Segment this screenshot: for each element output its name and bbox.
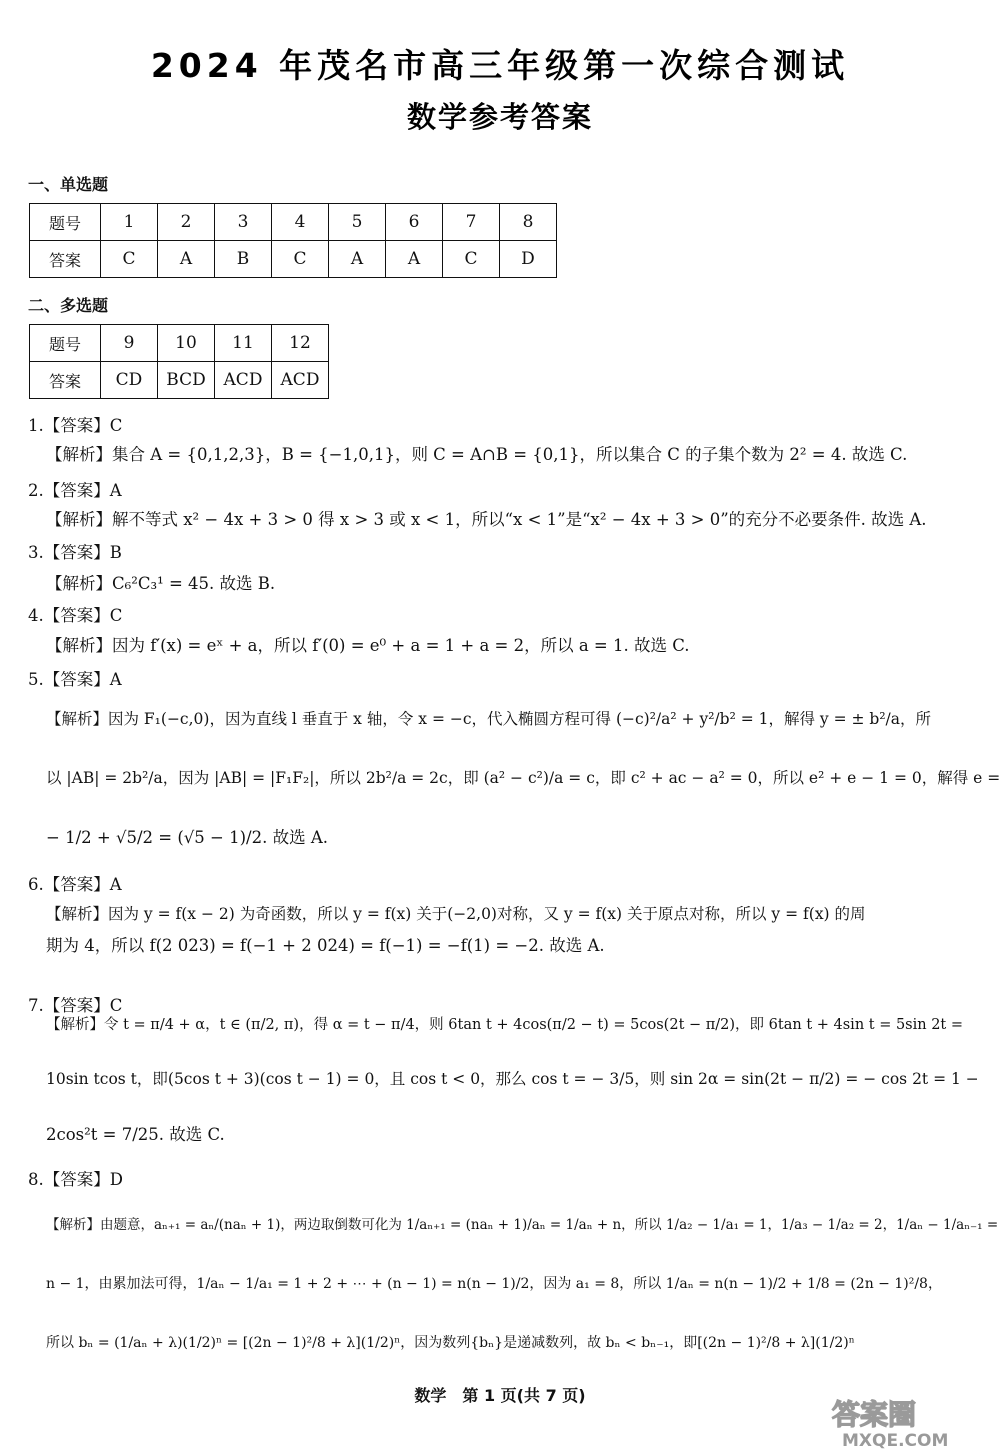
answer-line-q3: 3.【答案】B (28, 543, 122, 562)
question-number: 7 (443, 204, 500, 241)
section-heading-multiple-choice: 二、多选题 (28, 296, 109, 315)
table-row (30, 362, 329, 399)
answer-line-q1: 1.【答案】C (28, 416, 123, 435)
answer-cell: ACD (272, 362, 329, 399)
answer-cell: CD (101, 362, 158, 399)
answer-line-q7: 7.【答案】C (28, 996, 123, 1015)
question-number: 1 (101, 204, 158, 241)
page-footer: 数学 第 1 页(共 7 页) (414, 1386, 586, 1405)
answer-cell: BCD (158, 362, 215, 399)
explanation-line: 【解析】因为 F₁(−c,0)，因为直线 l 垂直于 x 轴，令 x = −c，代入椭圆方程可得 (−c)²/a² + y²/b² = 1，解得 y = ± b²/a，所 (46, 710, 932, 728)
explanation-line: − 1/2 + √5/2 = (√5 − 1)/2. 故选 A. (46, 828, 328, 847)
table-row (30, 325, 329, 362)
single-choice-answer-table (29, 203, 557, 278)
explanation-line: 【解析】C₆²C₃¹ = 45. 故选 B. (46, 574, 276, 593)
answer-line-q2: 2.【答案】A (28, 481, 122, 500)
question-number: 3 (215, 204, 272, 241)
explanation-line: 【解析】集合 A = {0,1,2,3}，B = {−1,0,1}，则 C = A∩B = {0,1}，所以集合 C 的子集个数为 2² = 4. 故选 C. (46, 445, 908, 464)
question-number: 2 (158, 204, 215, 241)
explanation-line: 所以 bₙ = (1/aₙ + λ)(1/2)ⁿ = [(2n − 1)²/8 + λ](1/2)ⁿ，因为数列{bₙ}是递减数列，故 bₙ < bₙ₋₁，即[(2n − 1)²/8 + λ](1/2)ⁿ (46, 1335, 855, 1351)
answer-cell: C (443, 241, 500, 278)
row-label: 题号 (30, 325, 101, 362)
answer-line-q5: 5.【答案】A (28, 670, 122, 689)
explanation-line: n − 1，由累加法可得，1/aₙ − 1/a₁ = 1 + 2 + ⋯ + (n − 1) = n(n − 1)/2，因为 a₁ = 8，所以 1/aₙ = n(n − 1)/2 + 1/8 = (2n − 1)²/8， (46, 1276, 942, 1292)
explanation-line: 2cos²t = 7/25. 故选 C. (46, 1125, 225, 1144)
logo-url: MXQE.COM (842, 1431, 949, 1450)
answer-line-q6: 6.【答案】A (28, 875, 122, 894)
explanation-line: 期为 4，所以 f(2 023) = f(−1 + 2 024) = f(−1) = −f(1) = −2. 故选 A. (46, 936, 605, 955)
answer-cell: B (215, 241, 272, 278)
section-heading-single-choice: 一、单选题 (28, 175, 109, 194)
question-number: 8 (500, 204, 557, 241)
explanation-line: 10sin tcos t，即(5cos t + 3)(cos t − 1) = 0，且 cos t < 0，那么 cos t = − 3/5，则 sin 2α = sin(2t − π/2) = − cos 2t = 1 − (46, 1070, 979, 1088)
answer-cell: A (158, 241, 215, 278)
explanation-line: 【解析】令 t = π/4 + α，t ∈ (π/2, π)，得 α = t − π/4，则 6tan t + 4cos(π/2 − t) = 5cos(2t − π/2)，即 6tan t + 4sin t = 5sin 2t = (46, 1017, 964, 1033)
question-number: 10 (158, 325, 215, 362)
answer-cell: ACD (215, 362, 272, 399)
explanation-line: 以 |AB| = 2b²/a，因为 |AB| = |F₁F₂|，所以 2b²/a = 2c，即 (a² − c²)/a = c，即 c² + ac − a² = 0，所以 e² + e − 1 = 0，解得 e = (46, 769, 1000, 787)
answer-line-q4: 4.【答案】C (28, 606, 123, 625)
question-number: 11 (215, 325, 272, 362)
multiple-choice-answer-table (29, 324, 329, 399)
answer-cell: C (101, 241, 158, 278)
question-number: 4 (272, 204, 329, 241)
answer-cell: C (272, 241, 329, 278)
answer-line-q8: 8.【答案】D (28, 1170, 123, 1189)
answer-cell: A (329, 241, 386, 278)
explanation-line: 【解析】由题意，aₙ₊₁ = aₙ/(naₙ + 1)，两边取倒数可化为 1/aₙ₊₁ = (naₙ + 1)/aₙ = 1/aₙ + n，所以 1/a₂ − 1/a₁ = 1，1/a₃ − 1/a₂ = 2，1/aₙ − 1/aₙ₋₁ = (46, 1217, 999, 1233)
explanation-line: 【解析】解不等式 x² − 4x + 3 > 0 得 x > 3 或 x < 1，所以“x < 1”是“x² − 4x + 3 > 0”的充分不必要条件. 故选 A. (46, 510, 927, 529)
question-number: 9 (101, 325, 158, 362)
answer-cell: D (500, 241, 557, 278)
document-subtitle: 数学参考答案 (406, 100, 593, 134)
table-row (30, 241, 557, 278)
row-label: 答案 (30, 241, 101, 278)
answer-cell: A (386, 241, 443, 278)
site-logo (822, 1392, 992, 1450)
document-title: 2024 年茂名市高三年级第一次综合测试 (150, 46, 850, 85)
table-row (30, 204, 557, 241)
question-number: 5 (329, 204, 386, 241)
question-number: 6 (386, 204, 443, 241)
row-label: 答案 (30, 362, 101, 399)
explanation-line: 【解析】因为 f′(x) = eˣ + a，所以 f′(0) = e⁰ + a = 1 + a = 2，所以 a = 1. 故选 C. (46, 636, 690, 655)
explanation-line: 【解析】因为 y = f(x − 2) 为奇函数，所以 y = f(x) 关于(−2,0)对称，又 y = f(x) 关于原点对称，所以 y = f(x) 的周 (46, 905, 866, 923)
question-number: 12 (272, 325, 329, 362)
logo-text: 答案圈 (832, 1398, 917, 1431)
row-label: 题号 (30, 204, 101, 241)
